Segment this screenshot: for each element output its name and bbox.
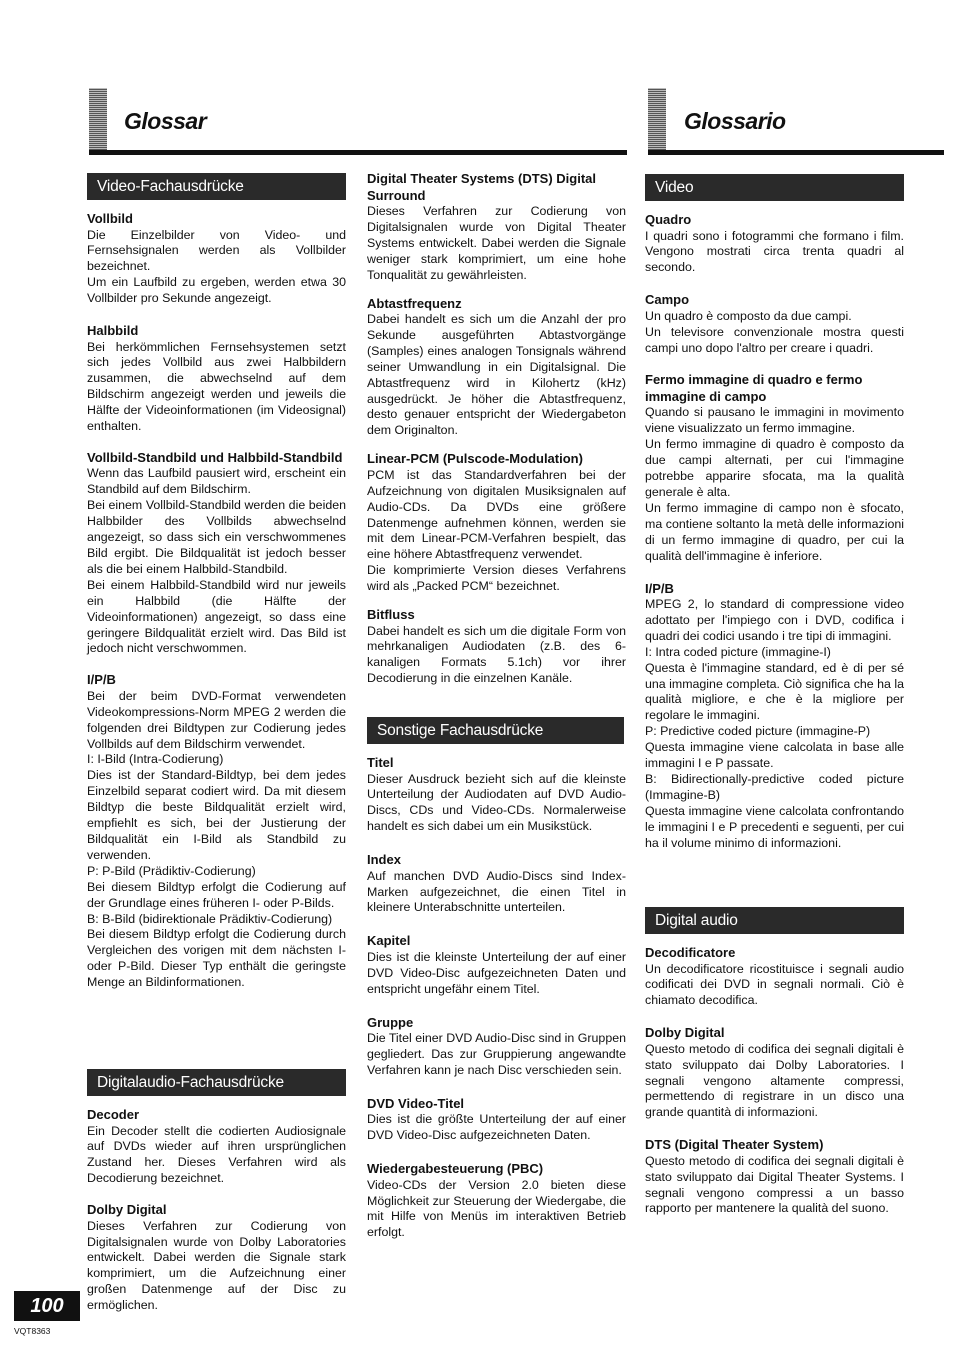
section-bar-digitalaudio-fachausdruecke: Digitalaudio-Fachausdrücke xyxy=(87,1069,346,1096)
term-text: Un decodificatore ricostituisce i segnali audio codificati dei DVD in segnali normali. Ciò è chiamato decodifica. xyxy=(645,961,904,1008)
header-right-rule xyxy=(648,150,944,155)
term-heading: Gruppe xyxy=(367,1014,414,1030)
term-text: Um ein Laufbild zu ergeben, werden etwa 30 Vollbilder pro Sekunde angezeigt. xyxy=(87,275,346,306)
term-text: Bei herkömmlichen Fernsehsystemen setzt sich jedes Vollbild aus zwei Halbbildern zusammen, die abwechselnd auf dem Bildschirm angezeigt werden und jeweils die Hälfte der Videoinformationen (im Videosignal) enthalten. xyxy=(87,339,346,434)
term-text: Dies ist die größte Unterteilung der auf einer DVD Video-Disc aufgezeichneten Daten. xyxy=(367,1112,626,1143)
term-text: Quando si pausano le immagini in movimento viene visualizzato un fermo immagine. xyxy=(645,405,904,436)
column-3-part-b xyxy=(645,945,904,1217)
term-text: Questo metodo di codifica dei segnali digitali è stato sviluppato dai Dolby Laboratories. I segnali vengono altamente compressi, permettendo di registrare in un disco una grande quantità di informazioni. xyxy=(645,1041,904,1120)
term-text: Bei diesem Bildtyp erfolgt die Codierung durch Vergleichen des vorigen mit dem nächsten I- oder P-Bild. Dieser Typ enthält die geringste Menge an Bildinformationen. xyxy=(87,927,346,990)
column-3-part-a xyxy=(645,212,904,852)
term-heading: Titel xyxy=(367,755,394,770)
header-left-rule xyxy=(89,150,627,155)
term-heading: DTS (Digital Theater System) xyxy=(645,1137,824,1153)
term-heading: Vollbild xyxy=(87,211,133,226)
term-heading: Linear-PCM (Pulscode-Modulation) xyxy=(367,451,583,467)
term-text: Questa immagine viene calcolata in base alle immagini I e P passate. xyxy=(645,740,904,771)
document-code: VQT8363 xyxy=(14,1326,51,1336)
term-text: Bei einem Vollbild-Standbild werden die beiden Halbbilder des Vollbilds abwechselnd angezeigt, so dass sich ein verschwommenes Bild ergibt. Die Bildqualität ist jedoch besser als die bei einem Halbbild-Standbild. xyxy=(87,498,346,576)
term-text: PCM ist das Standardverfahren bei der Aufzeichnung von digitalen Musiksignalen auf Audio-CDs. Da DVDs eine größere Datenmenge aufnehmen können, werden sie mit dem Linear-PCM-Verfahren bespielt, das eine höhere Abtastfrequenz verwendet. xyxy=(367,467,626,562)
term-heading: I/P/B xyxy=(87,672,116,688)
term-text: Video-CDs der Version 2.0 bieten diese Möglichkeit zur Steuerung der Wiedergabe, die mit Hilfe von Menüs im interaktiven Betrieb erfolgt. xyxy=(367,1177,626,1240)
term-text: Dies ist die kleinste Unterteilung der auf einer DVD Video-Disc aufgezeichneten Daten und entspricht ungefähr einem Titel. xyxy=(367,949,626,996)
term-text: Dabei handelt es sich um die digitale Form von mehrkanaligen Audiodaten (z.B. des 6-kanaligen Formats 5.1ch) vor ihrer Decodierung in die einzelnen Kanäle. xyxy=(367,623,626,686)
term-heading: Kapitel xyxy=(367,933,411,949)
term-heading: Fermo immagine di quadro e fermo immagine di campo xyxy=(645,372,863,404)
page-title-right: Glossario xyxy=(684,108,786,134)
term-heading: Decoder xyxy=(87,1107,140,1122)
term-text: Questa immagine viene calcolata confrontando le immagini I e P precedenti e seguenti, per cui ha il volume minimo di informazioni. xyxy=(645,803,904,850)
term-text: Dieses Verfahren zur Codierung von Digitalsignalen wurde von Digital Theater Systems entwickelt. Dabei werden die Signale weniger stark komprimiert, um eine hohe Tonqualität zu gewährleisten. xyxy=(367,204,626,282)
term-text: Dieser Ausdruck bezieht sich auf die kleinste Unterteilung der Audiodaten auf DVD Audio-Discs, CDs und Video-CDs. Normalerweise handelt es sich dabei um ein Musikstück. xyxy=(367,771,626,834)
term-heading: Bitfluss xyxy=(367,607,415,623)
column-1-part-a xyxy=(87,211,346,991)
term-heading: Halbbild xyxy=(87,323,139,339)
term-text: Bei einem Halbbild-Standbild wird nur jeweils ein Halbbild (die Hälfte der Videoinformationen) angezeigt, so dass eine geringere Bildqualität erzielt wird. Das Bild ist jedoch nicht verschwommen. xyxy=(87,577,346,656)
term-text: Dieses Verfahren zur Codierung von Digitalsignalen wurde von Dolby Laboratories entwickelt. Dabei werden die Signale stark komprimiert, um die Aufzeichnung einer großen Datenmenge auf der Disc zu ermöglichen. xyxy=(87,1218,346,1313)
term-text: Die Einzelbilder von Video- und Fernsehsignalen werden als Vollbilder bezeichnet. xyxy=(87,227,346,274)
header-left-decor xyxy=(89,88,107,152)
term-heading: Dolby Digital xyxy=(645,1025,725,1041)
column-2-part-b xyxy=(367,755,626,1241)
section-bar-video-fachausdruecke: Video-Fachausdrücke xyxy=(87,173,346,200)
column-2-part-a xyxy=(367,171,626,687)
term-heading: Dolby Digital xyxy=(87,1202,167,1218)
term-heading: Campo xyxy=(645,292,690,308)
term-text: I: I-Bild (Intra-Codierung) xyxy=(87,752,224,767)
term-heading: Abtastfrequenz xyxy=(367,295,462,311)
section-bar-sonstige-fachausdruecke: Sonstige Fachausdrücke xyxy=(367,717,624,744)
term-text: Un televisore convenzionale mostra questi campi uno dopo l'altro per creare i quadri. xyxy=(645,324,904,355)
term-text: Auf manchen DVD Audio-Discs sind Index-Marken aufgezeichnet, die einen Titel in kleinere Unterabschnitte unterteilen. xyxy=(367,868,626,915)
term-text: Bei diesem Bildtyp erfolgt die Codierung auf der Grundlage eines früheren I- oder P-Bilds. xyxy=(87,879,346,910)
term-text: Dabei handelt es sich um die Anzahl der pro Sekunde ausgeführten Abtastvorgänge (Samples) eines analogen Tonsignals während seiner Umwandlung in ein Digitalsignal. Die Abtastfrequenz wird in Kilohertz (kHz) ausgedrückt. Je höher die Abtastfrequenz, desto genauer entspricht der Wiedergabeton dem Originalton. xyxy=(367,312,626,438)
term-heading: Index xyxy=(367,852,401,868)
column-1-part-b xyxy=(87,1107,346,1314)
header-right-decor xyxy=(648,88,666,152)
section-bar-digital-audio: Digital audio xyxy=(645,907,904,934)
term-text: Bei der beim DVD-Format verwendeten Videokompressions-Norm MPEG 2 werden die folgenden drei Bildtypen zur Codierung jedes Vollbilds auf dem Bildschirm verwendet. xyxy=(87,688,346,751)
term-heading: DVD Video-Titel xyxy=(367,1095,465,1111)
term-heading: Digital Theater Systems (DTS) Digital Surround xyxy=(367,171,596,203)
term-text: Questa è l'immagine standard, ed è di per sé una immagine completa. Ciò significa che ha la qualità migliore, e che è la migliore per regolare le immagini. xyxy=(645,660,904,723)
term-text: Die komprimierte Version dieses Verfahrens wird als „Packed PCM“ bezeichnet. xyxy=(367,563,626,594)
term-text: I: Intra coded picture (immagine-I) xyxy=(645,644,831,659)
term-text: Wenn das Laufbild pausiert wird, erscheint ein Standbild auf dem Bildschirm. xyxy=(87,466,346,497)
term-text: B: B-Bild (bidirektionale Prädiktiv-Codierung) xyxy=(87,911,333,926)
term-heading: Quadro xyxy=(645,212,692,227)
term-text: Dies ist der Standard-Bildtyp, bei dem jedes Einzelbild separat codiert wird. Da mit diesem Bildtyp die beste Bildqualität erzielt wird, empfiehlt es sich, bei der Justierung der Bildqualität ein I-Bild als Standbild zu verwenden. xyxy=(87,768,346,862)
term-text: P: P-Bild (Prädiktiv-Codierung) xyxy=(87,863,256,878)
term-text: Die Titel einer DVD Audio-Disc sind in Gruppen gegliedert. Das zur Gruppierung angewandte Verfahren kann je nach Disc verschieden sein. xyxy=(367,1031,626,1077)
term-text: Un quadro è composto da due campi. xyxy=(645,308,852,323)
term-text: Questo metodo di codifica dei segnali digitali è stato sviluppato dai Digital Theater Systems. I segnali vengono compressi a un basso rapporto per mantenere la qualità del suono. xyxy=(645,1153,904,1216)
term-text: MPEG 2, lo standard di compressione video adottato per l'impiego con i DVD, codifica i quadri dei codici usando i tre tipi di immagini. xyxy=(645,597,904,643)
term-heading: I/P/B xyxy=(645,580,674,596)
term-heading: Vollbild-Standbild und Halbbild-Standbild xyxy=(87,449,343,465)
term-text: B: Bidirectionally-predictive coded picture (Immagine-B) xyxy=(645,771,904,802)
page-title-left: Glossar xyxy=(124,108,207,134)
section-bar-video: Video xyxy=(645,174,904,201)
term-heading: Wiedergabesteuerung (PBC) xyxy=(367,1161,544,1177)
page-number: 100 xyxy=(14,1291,80,1321)
term-text: I quadri sono i fotogrammi che formano i film. Vengono mostrati circa trenta quadri al secondo. xyxy=(645,228,904,275)
term-heading: Decodificatore xyxy=(645,945,736,960)
term-text: Ein Decoder stellt die codierten Audiosignale auf DVDs wieder auf ihren ursprünglichen Zustand her. Dieses Verfahren wird als Decodierung bezeichnet. xyxy=(87,1123,346,1186)
term-text: Un fermo immagine di quadro è composto da due campi alternati, per cui l'immagine potrebbe apparire sfocata, ma la qualità generale è alta. xyxy=(645,437,904,499)
term-text: Un fermo immagine di campo non è sfocato, ma contiene soltanto la metà delle informazioni di un fermo immagine di quadro, per cui la qualità dell'immagine è inferiore. xyxy=(645,500,904,563)
term-text: P: Predictive coded picture (immagine-P) xyxy=(645,724,871,739)
